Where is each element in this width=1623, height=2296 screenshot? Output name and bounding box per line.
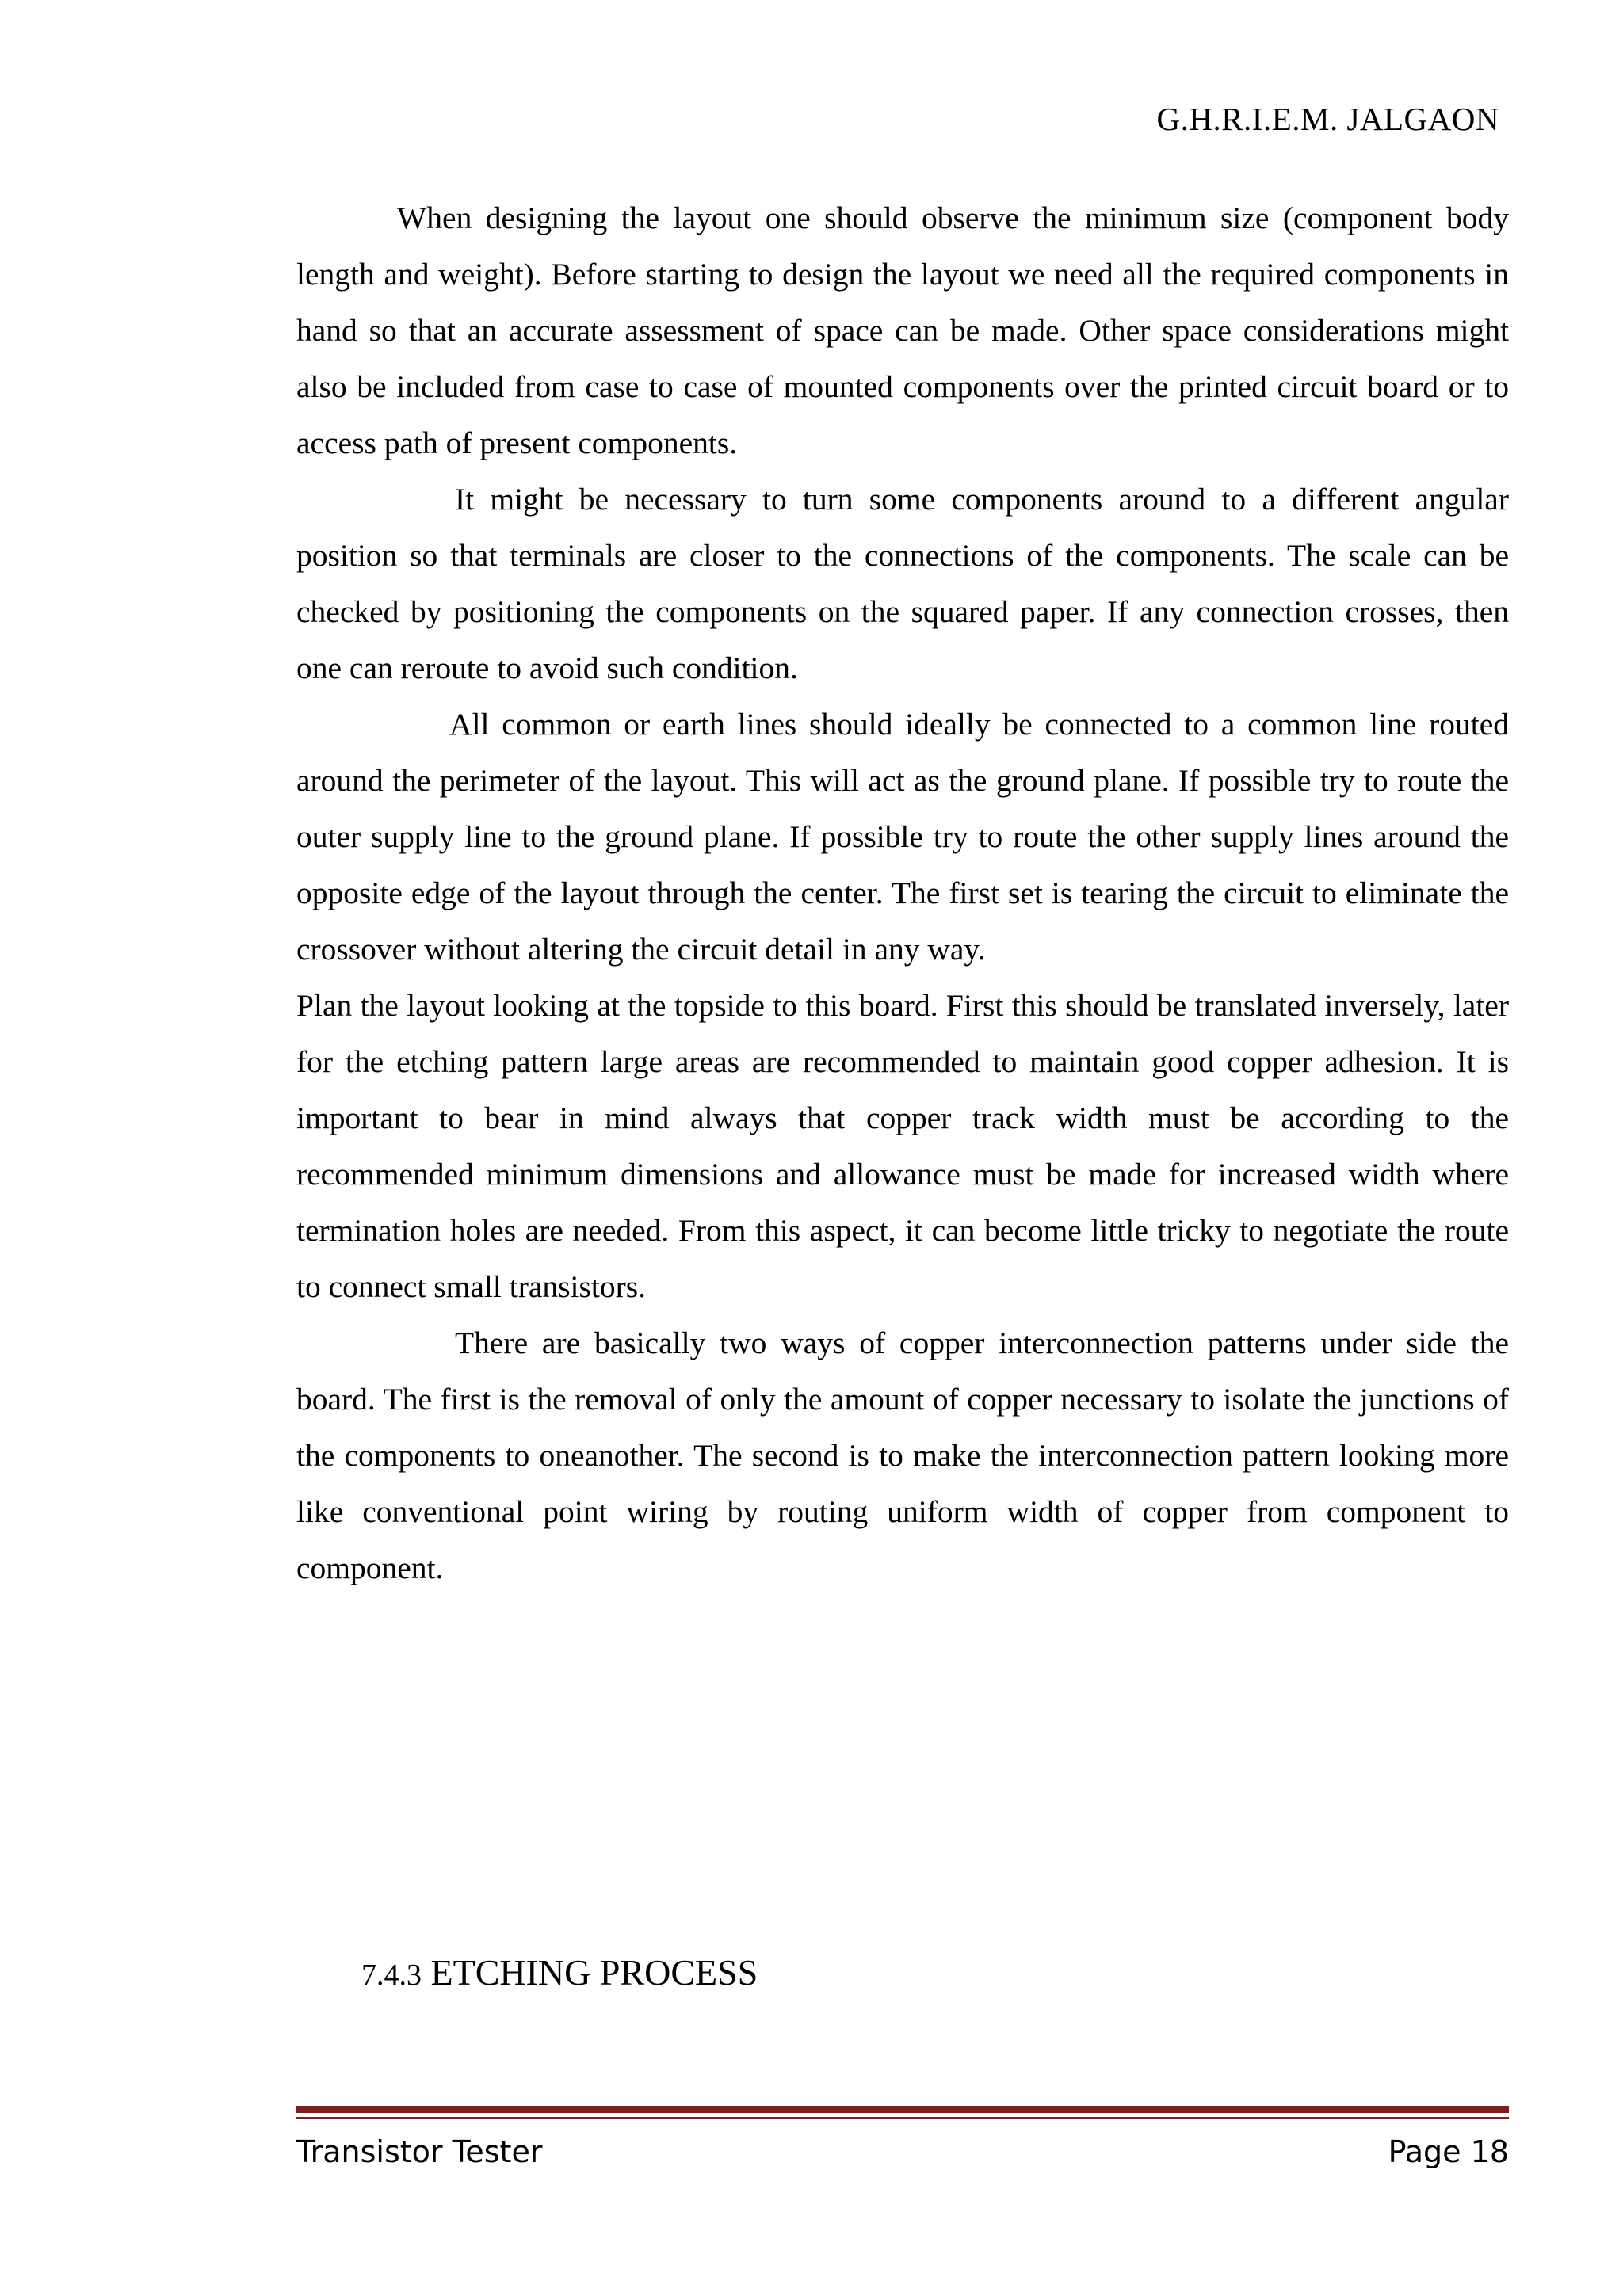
footer-project-title: Transistor Tester (296, 2134, 543, 2169)
paragraph-interconnection-patterns: There are basically two ways of copper interconnection patterns under side the board. The first is the removal of only the amount of copper necessary to isolate the junctions of the components to oneanother. The second is to make the interconnection pattern looking more like conventional point wiring by routing uniform width of copper from component to component. (296, 1325, 1509, 1585)
footer-rule-thick (296, 2106, 1509, 2113)
section-title: ETCHING PROCESS (430, 1952, 758, 1993)
section-heading (361, 1947, 758, 2000)
paragraph-layout-size: When designing the layout one should observe the minimum size (component body length and weight). Before starting to design the layout we need all the required components in hand so that an accurate assessment of space can be made. Other space considerations might also be included from case to case of mounted components over the printed circuit board or to access path of present components. (296, 200, 1509, 460)
paragraph-component-orientation: It might be necessary to turn some components around to a different angular position so that terminals are closer to the connections of the components. The scale can be checked by positioning the components on the squared paper. If any connection crosses, then one can reroute to avoid such condition. (296, 482, 1509, 685)
paragraph-ground-plane: All common or earth lines should ideally be connected to a common line routed around the perimeter of the layout. This will act as the ground plane. If possible try to route the outer supply line to the ground plane. If possible try to route the other supply lines around the opposite edge of the layout through the center. The first set is tearing the circuit to eliminate the crossover without altering the circuit detail in any way. (296, 707, 1509, 967)
footer-page-number: Page 18 (1388, 2134, 1509, 2169)
section-number: 7.4.3 (361, 1958, 422, 1992)
footer-rule-thin (296, 2117, 1509, 2119)
body-text (296, 190, 1509, 1596)
running-header: G.H.R.I.E.M. JALGAON (1156, 101, 1499, 137)
paragraph-topside-plan: Plan the layout looking at the topside to this board. First this should be translated inversely, later for the etching pattern large areas are recommended to maintain good copper adhesion. It is important to bear in mind always that copper track width must be according to the recommended minimum dimensions and allowance must be made for increased width where termination holes are needed. From this aspect, it can become little tricky to negotiate the route to connect small transistors. (296, 988, 1509, 1304)
